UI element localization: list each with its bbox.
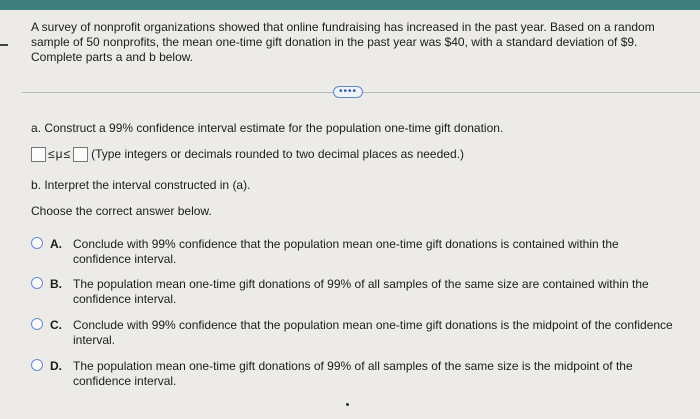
option-a-radio[interactable] <box>31 237 43 249</box>
show-more-button[interactable]: •••• <box>333 86 363 98</box>
option-b-letter: B. <box>50 277 62 291</box>
top-header-bar <box>0 0 700 10</box>
question-text: A survey of nonprofit organizations showed that online fundraising has increased in the past year. Based on a random sample of 50 nonprofits, the mean one-time gift donation in the past year was $40, with a standard deviation of $9. Complete parts a and b below. <box>31 20 655 64</box>
option-d-radio[interactable] <box>31 359 43 371</box>
option-b-radio[interactable] <box>31 277 43 289</box>
part-a-label: a. Construct a 99% confidence interval estimate for the population one-time gift donation. <box>31 121 504 135</box>
confidence-interval-answer-row <box>31 145 464 163</box>
choose-answer-label: Choose the correct answer below. <box>31 204 212 218</box>
collapse-marker <box>0 44 8 46</box>
option-a-letter: A. <box>50 237 62 251</box>
option-b-text: The population mean one-time gift donations of 99% of all samples of the same size are contained within the confidence interval. <box>73 277 649 306</box>
option-c-letter: C. <box>50 318 62 332</box>
option-c-text: Conclude with 99% confidence that the population mean one-time gift donations is the midpoint of the confidence interval. <box>73 318 673 347</box>
page-dot-indicator <box>346 403 349 406</box>
part-b-label: b. Interpret the interval constructed in (a). <box>31 178 251 192</box>
rounding-instruction: (Type integers or decimals rounded to two decimal places as needed.) <box>91 147 464 161</box>
upper-bound-input[interactable] <box>73 147 88 162</box>
mu-inequality: ≤μ≤ <box>48 147 72 161</box>
option-d-letter: D. <box>50 359 62 373</box>
lower-bound-input[interactable] <box>31 147 46 162</box>
option-a-text: Conclude with 99% confidence that the population mean one-time gift donations is contained within the confidence interval. <box>73 237 619 266</box>
option-c-radio[interactable] <box>31 318 43 330</box>
option-d-text: The population mean one-time gift donations of 99% of all samples of the same size is the midpoint of the confidence interval. <box>73 359 633 388</box>
